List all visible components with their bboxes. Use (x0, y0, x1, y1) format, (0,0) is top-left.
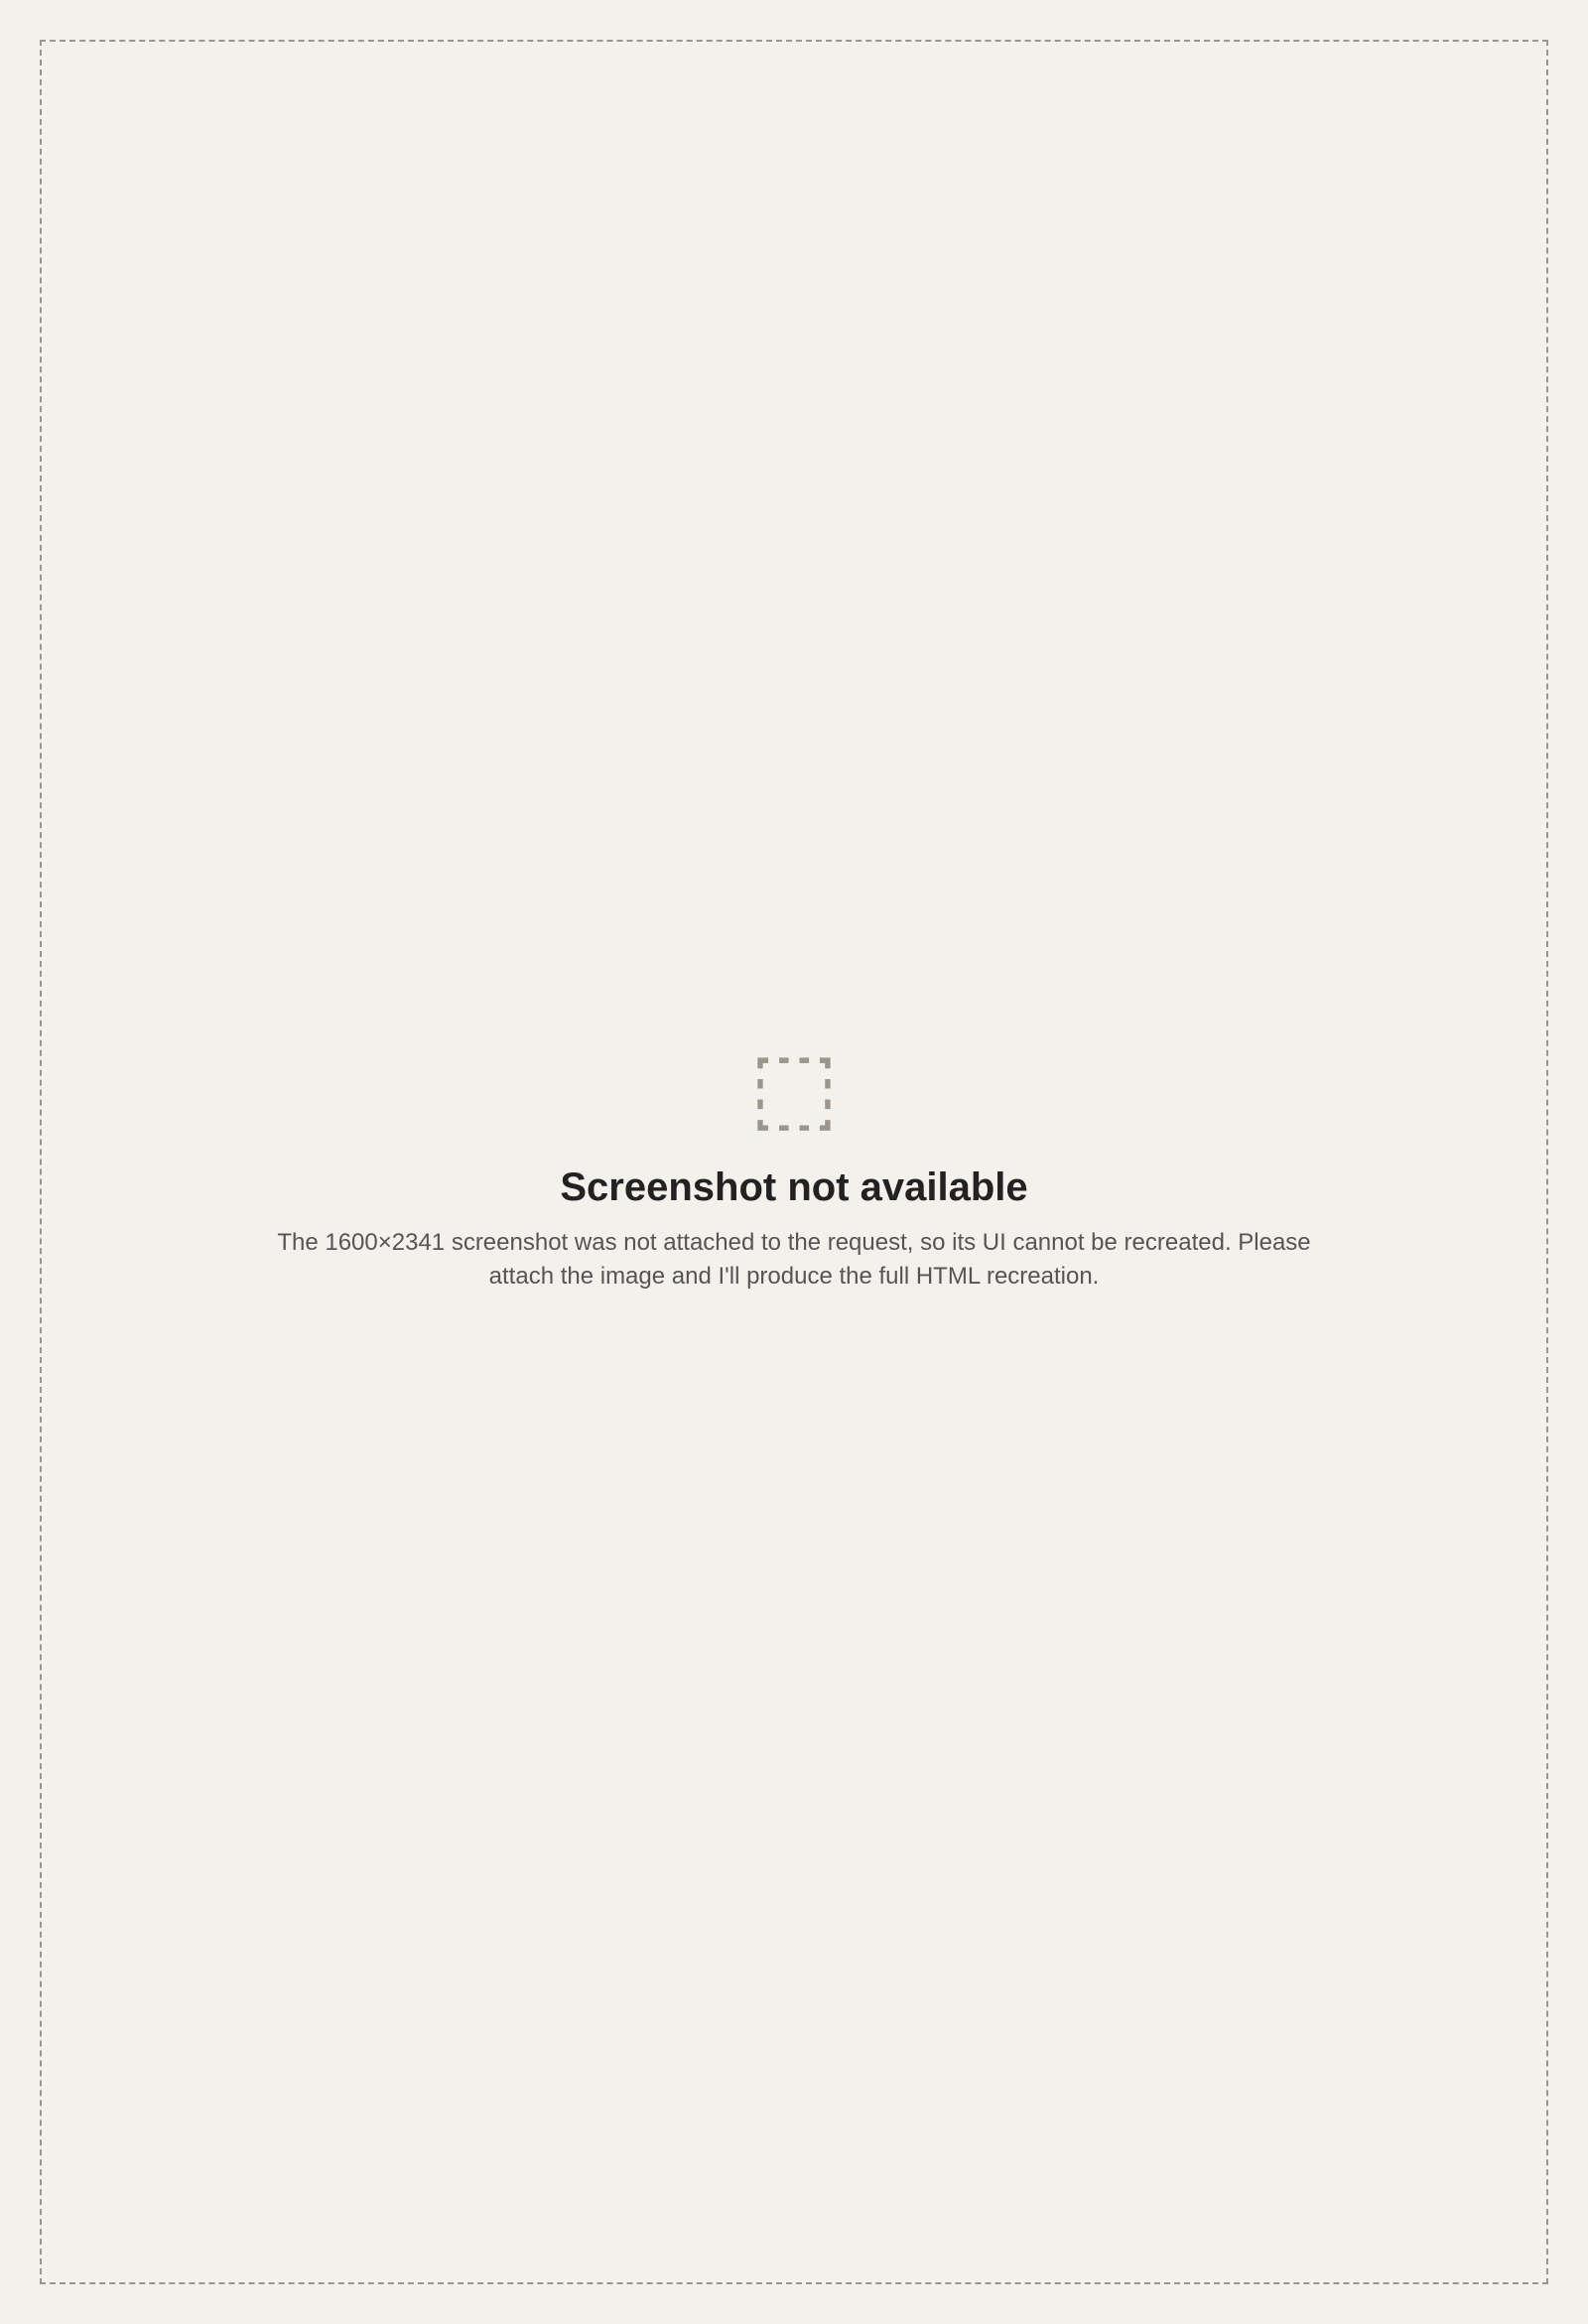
placeholder-heading: Screenshot not available (560, 1165, 1028, 1210)
placeholder-frame (40, 40, 1548, 2284)
placeholder-message: The 1600×2341 screenshot was not attached to the request, so its UI cannot be recreated. Please attach the image and I'll produce the full HTML recreation. (277, 1229, 1311, 1290)
missing-image-icon: ⬚ (748, 1030, 840, 1143)
